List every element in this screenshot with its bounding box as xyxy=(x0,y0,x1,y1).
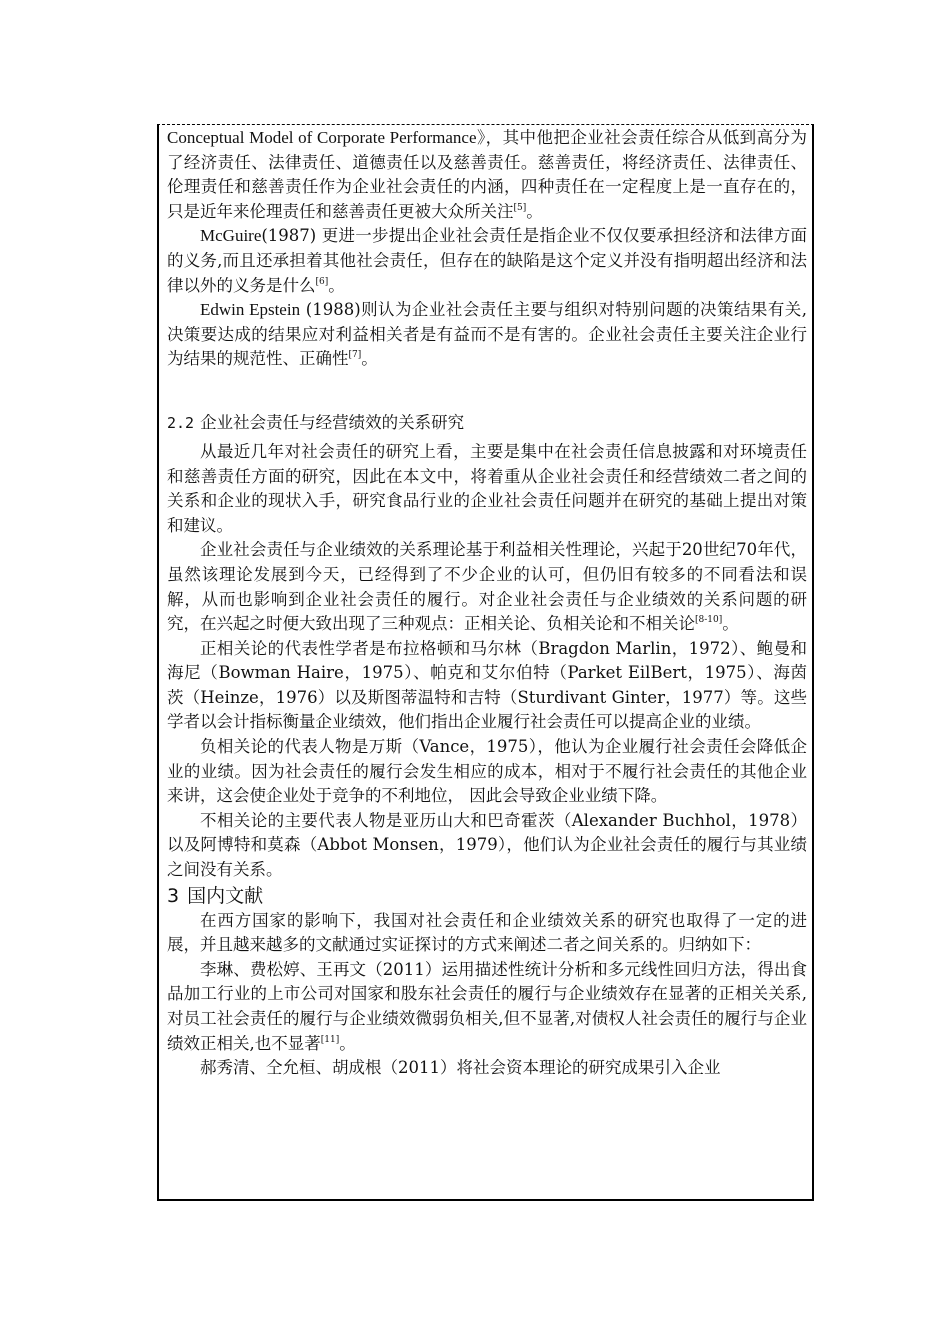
paragraph-hao-xiuqing: 郝秀清、仝允桓、胡成根（2011）将社会资本理论的研究成果引入企业 xyxy=(200,1058,721,1078)
section-title: 国内文献 xyxy=(187,884,264,907)
paragraph-negative: 负相关论的代表人物是万斯（Vance，1975），他认为企业履行社会责任会降低企业的业绩。因为社会责任的履行会发生相应的成本，相对于不履行社会责任的其他企业来讲，这会使企业处于竞争的不利地位， 因此会导致企业业绩下降。 xyxy=(167,737,807,806)
citation-8-10: [8-10] xyxy=(695,615,723,626)
section-number: 3 xyxy=(167,884,180,907)
paragraph-theory: 企业社会责任与企业绩效的关系理论基于利益相关性理论，兴起于20世纪70年代，虽然该理论发展到今天，已经得到了不少企业的认可，但仍旧有较多的不同看法和误解，从而也影响到企业社会责任的履行。对企业社会责任与企业绩效的关系问题的研究，在兴起之时便大致出现了三种观点：正相关论、负相关论和不相关论[8-10]。 xyxy=(167,540,807,634)
paragraph-li-lin: 李琳、费松婷、王再文（2011）运用描述性统计分析和多元线性回归方法，得出食品加工行业的上市公司对国家和股东社会责任的履行与企业绩效存在显著的正相关关系,对员工社会责任的履行与企业绩效微弱负相关,但不显著,对债权人社会责任的履行与企业绩效正相关,也不显著[11]。 xyxy=(167,959,807,1053)
document-body xyxy=(167,126,807,1081)
book-title-fragment: Conceptual Model of Corporate Performance xyxy=(167,128,477,147)
section-title: 企业社会责任与经营绩效的关系研究 xyxy=(200,412,465,432)
section-heading-2-2 xyxy=(167,410,807,436)
citation-11: [11] xyxy=(320,1034,340,1045)
citation-7: [7] xyxy=(348,350,362,361)
author-name: Edwin Epstein xyxy=(200,300,301,320)
citation-5: [5] xyxy=(513,202,527,213)
paragraph-intro: 从最近几年对社会责任的研究上看，主要是集中在社会责任信息披露和对环境责任和慈善责任方面的研究，因此在本文中，将着重从企业社会责任和经营绩效二者之间的关系和企业的现状入手，研究食品行业的企业社会责任问题并在研究的基础上提出对策和建议。 xyxy=(167,441,807,535)
author-name: McGuire xyxy=(200,226,262,246)
section-number: 2.2 xyxy=(167,413,195,432)
paragraph-1: Conceptual Model of Corporate Performance》，其中他把企业社会责任综合从低到高分为了经济责任、法律责任、道德责任以及慈善责任。慈善责任，将经济责任、法律责任、伦理责任和慈善责任作为企业社会责任的内涵，四种责任在一定程度上是一直存在的，只是近年来伦理责任和慈善责任更被大众所关注[5]。 xyxy=(167,128,807,221)
paragraph-domestic-intro: 在西方国家的影响下，我国对社会责任和企业绩效关系的研究也取得了一定的进展，并且越来越多的文献通过实证探讨的方式来阐述二者之间关系的。归纳如下： xyxy=(167,910,807,955)
paragraph-positive: 正相关论的代表性学者是布拉格顿和马尔林（Bragdon Marlin，1972）、鲍曼和海尼（Bowman Haire，1975）、帕克和艾尔伯特（Parket EilBert，1975）、海茵茨（Heinze，1976）以及斯图蒂温特和吉特（Sturdivant Ginter，1977）等。这些学者以会计指标衡量企业绩效，他们指出企业履行社会责任可以提高企业的业绩。 xyxy=(167,638,807,732)
paragraph-epstein: Edwin Epstein (1988)则认为企业社会责任主要与组织对特别问题的决策结果有关,决策要达成的结果应对利益相关者是有益而不是有害的。企业社会责任主要关注企业行为结果的规范性、正确性[7]。 xyxy=(167,300,807,369)
paragraph-mcguire: McGuire(1987) 更进一步提出企业社会责任是指企业不仅仅要承担经济和法律方面的义务,而且还承担着其他社会责任，但存在的缺陷是这个定义并没有指明超出经济和法律以外的义务是什么[6]。 xyxy=(167,226,807,295)
paragraph-unrelated: 不相关论的主要代表人物是亚历山大和巴奇霍茨（Alexander Buchhol，1978）以及阿博特和莫森（Abbot Monsen，1979），他们认为企业社会责任的履行与其业绩之间没有关系。 xyxy=(167,810,807,880)
citation-6: [6] xyxy=(315,276,329,287)
section-heading-3 xyxy=(167,883,807,909)
